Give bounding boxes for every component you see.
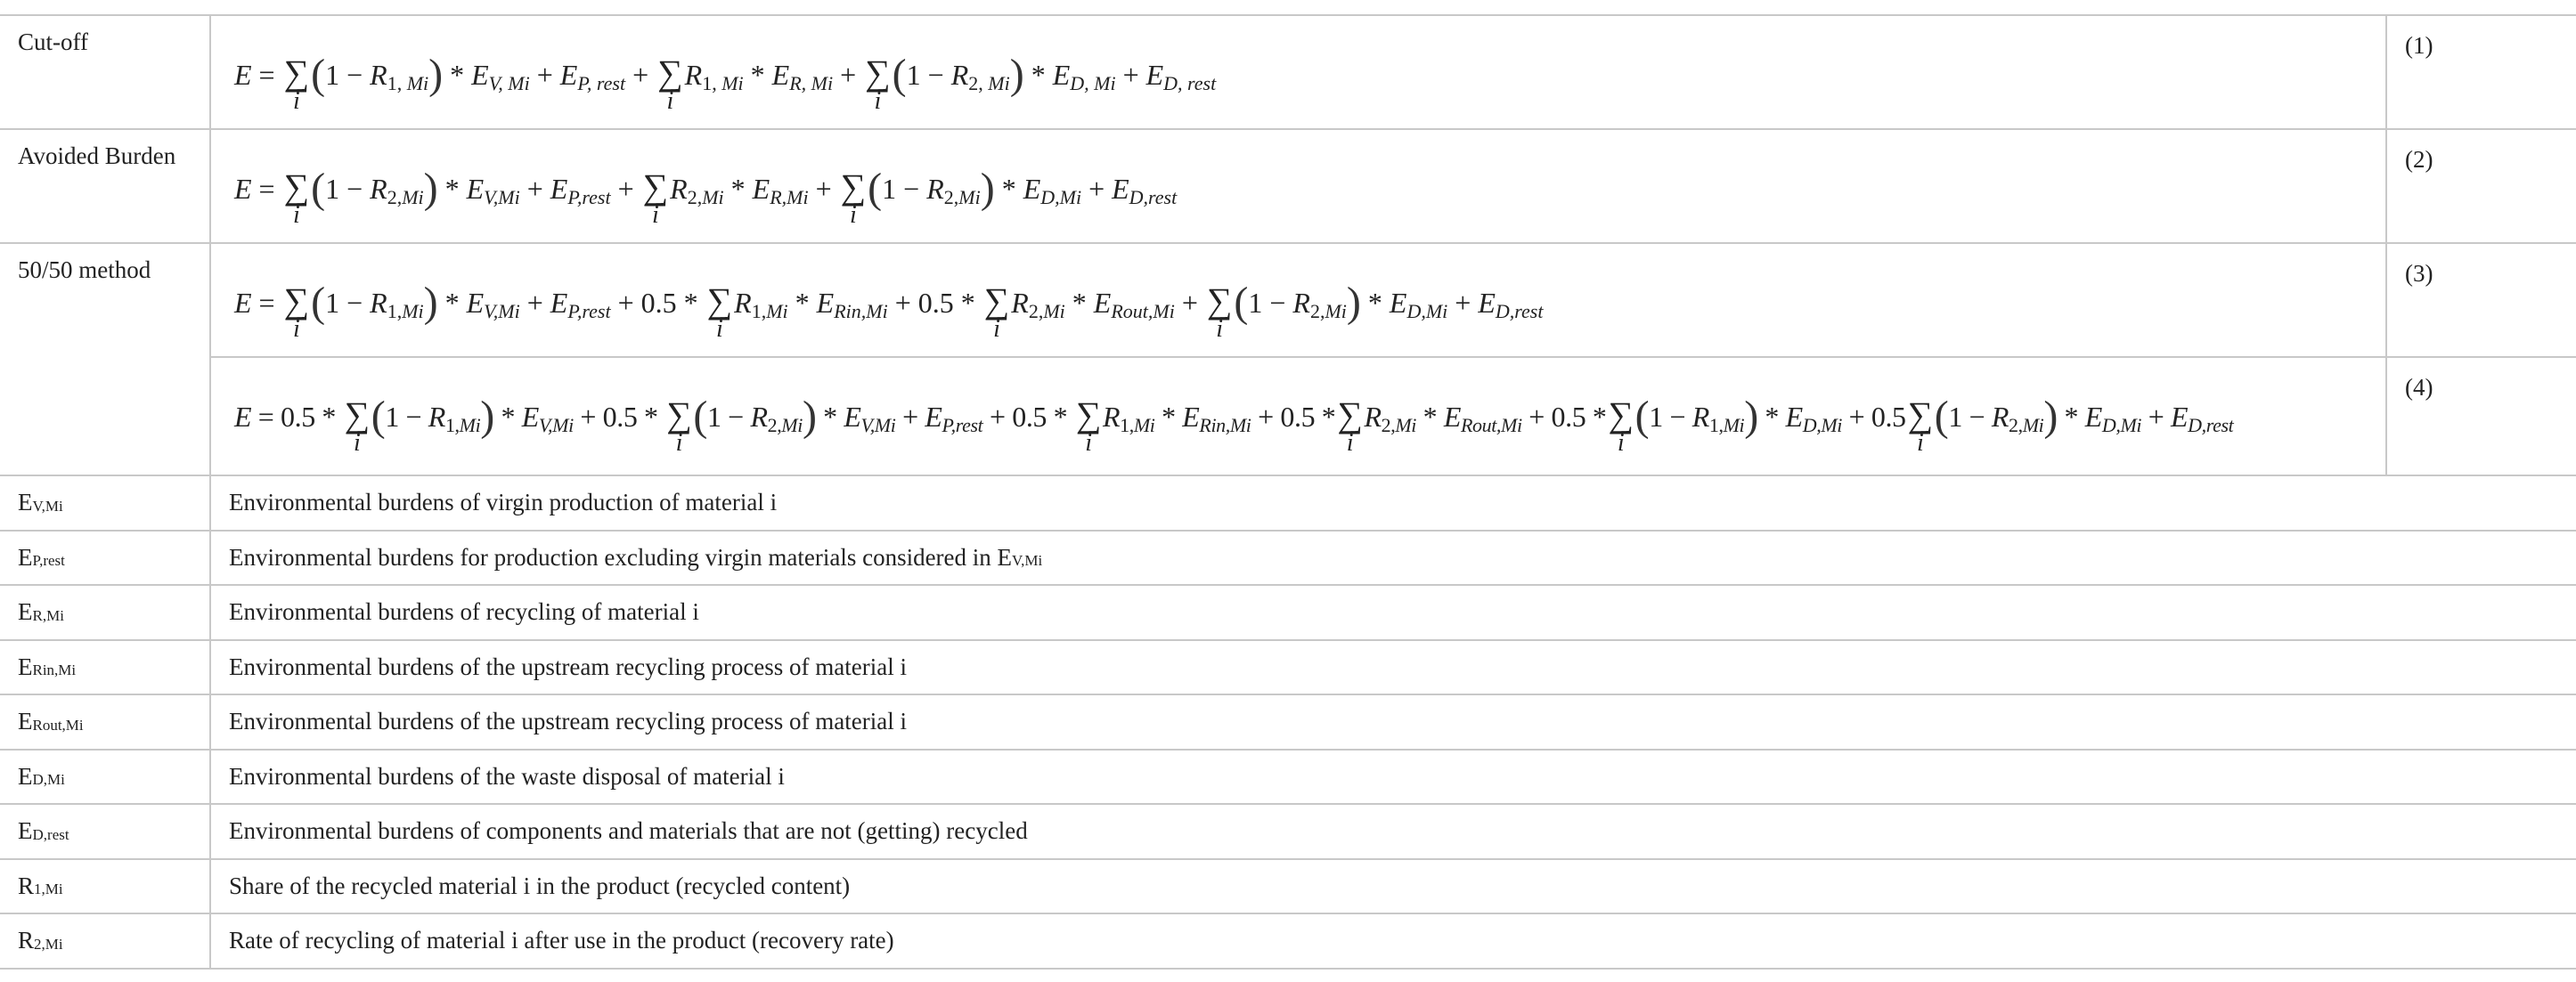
variable-symbol: E $_{V,Mi}$	[0, 476, 211, 532]
variable-symbol: E $_{R,Mi}$	[0, 586, 211, 641]
variable-description: Environmental burdens of virgin production of material i	[211, 476, 2576, 532]
variable-symbol: E $_{Rout,Mi}$	[0, 695, 211, 751]
variable-description: Share of the recycled material i in the product (recycled content)	[211, 860, 2576, 915]
equation-1-cell	[211, 16, 2387, 130]
variable-description: Environmental burdens of the waste disposal of material i	[211, 751, 2576, 806]
methods-table	[0, 14, 2576, 970]
equation-number-4: (4)	[2387, 358, 2576, 476]
variable-description: Environmental burdens for production excluding virgin materials considered in E $_{V,Mi}$	[211, 532, 2576, 587]
variable-description: Environmental burdens of the upstream recycling process of material i	[211, 695, 2576, 751]
variable-description: Rate of recycling of material i after use in the product (recovery rate)	[211, 914, 2576, 970]
variable-symbol: E $_{D,Mi}$	[0, 751, 211, 806]
equation-2-cell	[211, 130, 2387, 244]
equation-number-2: (2)	[2387, 130, 2576, 244]
variable-symbol: R $_{1,Mi}$	[0, 860, 211, 915]
variable-description: Environmental burdens of components and materials that are not (getting) recycled	[211, 805, 2576, 860]
variable-symbol: E $_{P,rest}$	[0, 532, 211, 587]
equation-2: E = ∑ i $(1 - R_{2,Mi}) * E_{V,Mi} + E_{P,rest}$ + ∑ i $R_{2,Mi} * E_{R,Mi}$ + ∑ i $(1 - R_{2,Mi}) * E_{D,Mi} + E_{D,rest}$	[234, 165, 1178, 229]
equation-4: E = 0.5 * ∑ i $(1 - R_{1,Mi}) * E_{V,Mi} + 0.5$ * ∑ i $(1 - R_{2,Mi}) * E_{V,Mi} + E_{P,rest} + 0.5$ * ∑ i $R_{1,Mi} * E_{Rin,Mi} + 0.5$ *∑ i $R_{2,Mi} * E_{Rout,Mi} + 0.5$ *∑ i $(1 - R_{1,Mi}) * E_{D,Mi} + 0.5\sum$ i $(1 - R_{2,Mi}) * E_{D,Mi} + E_{D,rest}$	[234, 393, 2234, 457]
equation-4-cell	[211, 358, 2387, 476]
equation-3-cell	[211, 244, 2387, 358]
equation-number-1: (1)	[2387, 16, 2576, 130]
method-name-50-50: 50/50 method	[0, 244, 211, 476]
equation-1: E = ∑ i ($1 - R_{1,}$ $_{Mi}) * E_{V, Mi} + E_{P, rest}$ + ∑ i $R_{1, Mi} * E_{R, Mi}$ + ∑ i $(1 - R_{2, Mi}) * E_{D, Mi} + E_{D, rest}$	[234, 51, 1217, 115]
variable-symbol: E $_{D,rest}$	[0, 805, 211, 860]
variable-symbol: R $_{2,Mi}$	[0, 914, 211, 970]
variable-description: Environmental burdens of the upstream recycling process of material i	[211, 641, 2576, 696]
variable-description: Environmental burdens of recycling of material i	[211, 586, 2576, 641]
equation-3: E = ∑ i $(1 - R_{1,Mi}) * E_{V,Mi} + E_{P,rest} + 0.5$ * ∑ i $R_{1,Mi} * E_{Rin,Mi} + 0.5$ * ∑ i $R_{2,Mi} * E_{Rout,Mi}$ + ∑ i $(1 - R_{2,Mi}) * E_{D,Mi} + E_{D,rest}$	[234, 279, 1544, 343]
method-name-cutoff: Cut-off	[0, 16, 211, 130]
method-name-avoided-burden: Avoided Burden	[0, 130, 211, 244]
variable-symbol: E $_{Rin,Mi}$	[0, 641, 211, 696]
equation-number-3: (3)	[2387, 244, 2576, 358]
